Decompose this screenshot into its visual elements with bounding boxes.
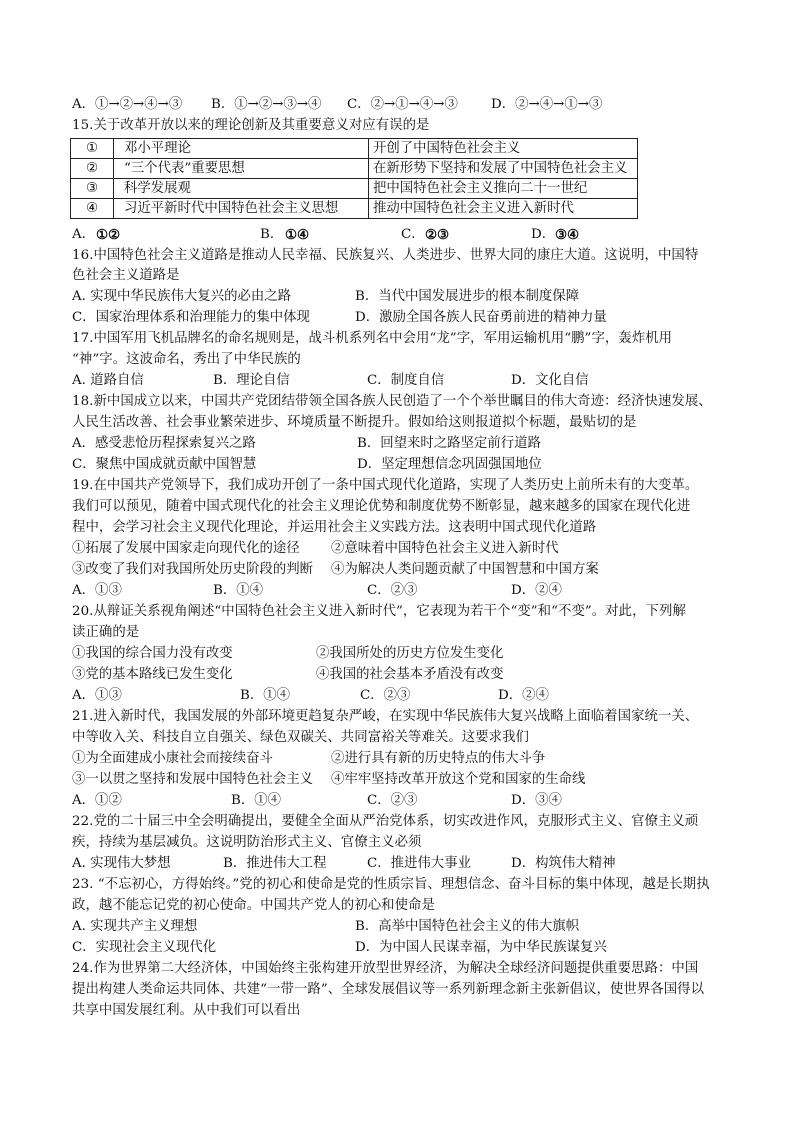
q20-item-4: ④我国的社会基本矛盾没有改变 — [316, 667, 504, 682]
q21-stem-line: 21.进入新时代，我国发展的外部环境更趋复杂严峻，在实现中华民族伟大复兴战略上面临着国家统一关、 — [72, 709, 699, 724]
q17-option-c: C．制度自信 — [367, 373, 445, 388]
q18-option-d: D．坚定理想信念巩固强国地位 — [357, 457, 542, 472]
q20-stem-line: 读正确的是 — [72, 625, 140, 640]
q19-stem-line: 程中，会学习社会主义现代化理论，并运用社会主义实践方法。这表明中国式现代化道路 — [72, 520, 597, 535]
q20-option-b: B．①④ — [240, 688, 291, 703]
q19-option-d: D．②④ — [511, 583, 562, 598]
q19-stem-line: 我们可以预见，随着中国式现代化的社会主义理论优势和制度优势不断彰显，越来越多的国家在现代化进 — [72, 499, 691, 514]
q21-item-3: ③一以贯之坚持和发展中国特色社会主义 — [72, 772, 314, 787]
table-cell: 把中国特色社会主义推向二十一世纪 — [369, 179, 638, 199]
q22-option-a: A. 实现伟大梦想 — [72, 856, 171, 871]
q14-option-a: A．①→②→④→③ — [72, 97, 183, 112]
table-row — [71, 139, 638, 159]
table-cell: ① — [71, 139, 114, 159]
q19-option-a: A．①③ — [72, 583, 122, 598]
q19-item-1: ①拓展了发展中国家走向现代化的途径 — [72, 541, 300, 556]
table-cell: 习近平新时代中国特色社会主义思想 — [114, 199, 369, 219]
q18-option-c: C．聚焦中国成就贡献中国智慧 — [72, 457, 257, 472]
table-cell: ③ — [71, 179, 114, 199]
q18-stem-line: 18.新中国成立以来，中国共产党团结带领全国各族人民创造了一个个举世瞩目的伟大奇迹：经济快速发展、 — [72, 394, 712, 409]
q19-item-3: ③改变了我们对我国所处历史阶段的判断 — [72, 562, 314, 577]
q22-option-c: C．推进伟大事业 — [367, 856, 471, 871]
table-row — [71, 179, 638, 199]
table-cell: ④ — [71, 199, 114, 219]
q16-stem-line: 16.中国特色社会主义道路是推动人民幸福、民族复兴、人类进步、世界大同的康庄大道。这说明，中国特 — [72, 248, 699, 263]
q20-option-a: A．①③ — [72, 688, 122, 703]
q24-stem-line: 24.作为世界第二大经济体，中国始终主张构建开放型世界经济，为解决全球经济问题提供重要思路：中国 — [72, 961, 699, 976]
q15-option-c-letter: C． — [401, 227, 425, 242]
q23-option-a: A. 实现共产主义理想 — [72, 919, 198, 934]
table-cell: ② — [71, 159, 114, 179]
q22-stem-line: 22.党的二十届三中全会明确提出，要健全全面从严治党体系，切实改进作风，克服形式主义、官僚主义顽 — [72, 814, 699, 829]
table-cell: “三个代表”重要思想 — [114, 159, 369, 179]
q17-option-d: D．文化自信 — [511, 373, 589, 388]
q15-option-c-text: ②③ — [425, 227, 450, 243]
q15-option-d-text: ③④ — [555, 227, 580, 243]
q23-stem-line: 政，越不能忘记党的初心使命。中国共产党人的初心和使命是 — [72, 898, 435, 913]
q17-stem-line: 17.中国军用飞机品牌名的命名规则是，战斗机系列名中会用“龙”字，军用运输机用“鹏”字，轰炸机用 — [72, 331, 673, 346]
q22-option-b: B．推进伟大工程 — [223, 856, 327, 871]
q21-item-2: ②进行具有新的历史特点的伟大斗争 — [331, 751, 546, 766]
table-cell: 科学发展观 — [114, 179, 369, 199]
q16-option-c: C．国家治理体系和治理能力的集中体现 — [72, 310, 310, 325]
q20-item-3: ③党的基本路线已发生变化 — [72, 667, 233, 682]
q22-stem-line: 疾，持续为基层减负。这说明防治形式主义、官僚主义必须 — [72, 835, 422, 850]
q21-option-a: A．①② — [72, 793, 122, 808]
q15-option-b-text: ①④ — [285, 227, 310, 243]
q15-option-a-text: ①② — [96, 227, 121, 243]
q18-option-a: A．感受悲怆历程探索复兴之路 — [72, 436, 256, 451]
q21-item-1: ①为全面建成小康社会而接续奋斗 — [72, 751, 273, 766]
q23-stem-line: 23. “不忘初心，方得始终。”党的初心和使命是党的性质宗旨、理想信念、奋斗目标的集中体现，越是长期执 — [72, 877, 710, 892]
q21-item-4: ④牢牢坚持改革开放这个党和国家的生命线 — [331, 772, 586, 787]
q17-option-b: B．理论自信 — [213, 373, 290, 388]
q14-option-b: B．①→②→③→④ — [211, 97, 322, 112]
q20-item-2: ②我国所处的历史方位发生变化 — [316, 646, 504, 661]
q15-option-d-letter: D． — [531, 227, 556, 242]
q15-table — [70, 138, 638, 219]
q14-option-c: C．②→①→④→③ — [347, 97, 458, 112]
q23-option-b: B．高举中国特色社会主义的伟大旗帜 — [355, 919, 580, 934]
q21-option-c: C．②③ — [367, 793, 418, 808]
q15-option-b-letter: B． — [260, 227, 284, 242]
table-row — [71, 159, 638, 179]
q21-option-b: B．①④ — [231, 793, 282, 808]
q20-option-c: C．②③ — [360, 688, 411, 703]
q19-item-2: ②意味着中国特色社会主义进入新时代 — [331, 541, 559, 556]
q19-option-c: C．②③ — [367, 583, 418, 598]
q16-stem-line: 色社会主义道路是 — [72, 268, 180, 283]
q17-option-a: A. 道路自信 — [72, 373, 144, 388]
q20-option-d: D．②④ — [498, 688, 549, 703]
q15-stem: 15.关于改革开放以来的理论创新及其重要意义对应有误的是 — [72, 118, 430, 133]
q22-option-d: D．构筑伟大精神 — [511, 856, 616, 871]
table-row — [71, 199, 638, 219]
table-cell: 推动中国特色社会主义进入新时代 — [369, 199, 638, 219]
q19-stem-line: 19.在中国共产党领导下，我们成功开创了一条中国式现代化道路，实现了人类历史上前所未有的大变革。 — [72, 478, 699, 493]
table-cell: 开创了中国特色社会主义 — [369, 139, 638, 159]
q16-option-b: B．当代中国发展进步的根本制度保障 — [355, 289, 580, 304]
q17-stem-line: “神”字。这波命名，秀出了中华民族的 — [72, 352, 301, 367]
q19-option-b: B．①④ — [213, 583, 264, 598]
q20-item-1: ①我国的综合国力没有改变 — [72, 646, 233, 661]
q24-stem-line: 共享中国发展红利。从中我们可以看出 — [72, 1003, 301, 1018]
q18-option-b: B．回望来时之路坚定前行道路 — [357, 436, 541, 451]
q19-item-4: ④为解决人类问题贡献了中国智慧和中国方案 — [331, 562, 599, 577]
table-cell: 邓小平理论 — [114, 139, 369, 159]
q23-option-d: D．为中国人民谋幸福，为中华民族谋复兴 — [355, 940, 607, 955]
q24-stem-line: 提出构建人类命运共同体、共建“一带一路”、全球发展倡议等一系列新理念新主张新倡议，使世界各国得以 — [72, 982, 705, 997]
q16-option-d: D．激励全国各族人民奋勇前进的精神力量 — [355, 310, 607, 325]
q21-option-d: D．③④ — [511, 793, 562, 808]
q21-stem-line: 中等收入关、科技自立自强关、绿色双碳关、共同富裕关等难关。这要求我们 — [72, 730, 529, 745]
q18-stem-line: 人民生活改善、社会事业繁荣进步、环境质量不断提升。假如给这则报道拟个标题，最贴切的是 — [72, 415, 637, 430]
table-cell: 在新形势下坚持和发展了中国特色社会主义 — [369, 159, 638, 179]
q23-option-c: C．实现社会主义现代化 — [72, 940, 217, 955]
q14-option-d: D．②→④→①→③ — [491, 97, 603, 112]
q20-stem-line: 20.从辩证关系视角阐述“中国特色社会主义进入新时代”，它表现为若干个“变”和“不变”。对此，下列解 — [72, 604, 686, 619]
q16-option-a: A. 实现中华民族伟大复兴的必由之路 — [72, 289, 292, 304]
q15-option-a-letter: A. — [72, 227, 86, 242]
